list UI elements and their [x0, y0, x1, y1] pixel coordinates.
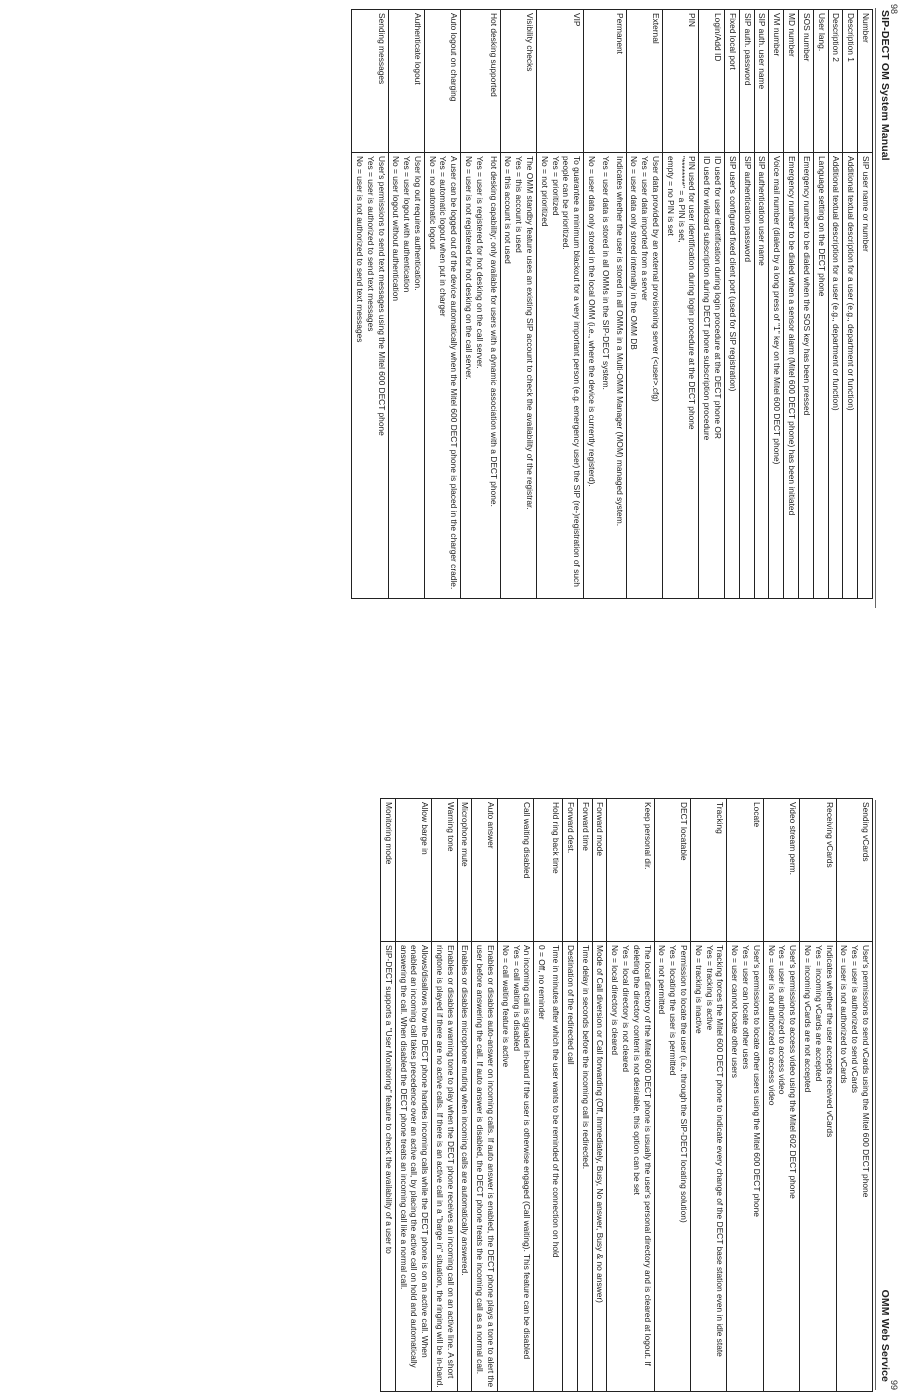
- description-paragraph: Emergency number to be dialed when a sensor alarm (Mitel 600 DECT phone) has been initiated: [787, 156, 798, 516]
- description-paragraph: Language setting on the DECT phone: [816, 156, 827, 297]
- description-paragraph: SIP user name or number: [861, 156, 871, 252]
- description-paragraph: Hot desking capability; only available for users with a dynamic association with a DECT phone.: [488, 156, 499, 507]
- description-paragraph: Additional textual description for a user (e.g., department or function): [831, 156, 842, 411]
- table-row: [800, 799, 836, 1392]
- table-row: [563, 799, 578, 1392]
- field-description: [457, 942, 472, 1392]
- field-description: [395, 942, 431, 1392]
- field-name: Visibility checks: [500, 10, 536, 153]
- table-body-left: [352, 10, 873, 599]
- field-description: [836, 942, 872, 1392]
- description-paragraph: Emergency number to be dialed when the SOS key has been pressed: [801, 156, 812, 416]
- description-paragraph: Enables or disables a warning tone to play when the DECT phone receives an incoming call on an active line. A short ringtone is played if there are no active calls. If there is an active call in a "barge in" situation, the ringing will be in-band.: [434, 945, 456, 1388]
- user-field-table-left: [351, 9, 873, 599]
- field-description: [799, 153, 814, 599]
- table-row: [654, 799, 690, 1392]
- field-description: [813, 153, 828, 599]
- field-name: Video stream perm.: [763, 799, 799, 942]
- description-paragraph: SIP-DECT supports a "User Monitoring" feature to check the availability of a user to: [383, 945, 394, 1254]
- field-description: [763, 942, 799, 1392]
- field-name: Keep personal dir.: [607, 799, 654, 942]
- field-description: [424, 153, 460, 599]
- description-paragraph: SIP authentication password: [742, 156, 753, 262]
- table-row: [592, 799, 607, 1392]
- description-paragraph: No = user data only stored in the local OMM (i.e., where the device is currently registerd).: [587, 156, 598, 487]
- field-name: Call waiting disabled: [498, 799, 534, 942]
- description-paragraph: Yes = user is registered for hot desking on the call server. No = user is not registered for hot desking on the call server.: [464, 156, 485, 380]
- description-paragraph: The OMM standby feature uses an existing SIP account to check the availability of the registrar. Yes = this account is used No = this account is not used: [503, 156, 536, 510]
- field-name: SIP auth. user name: [754, 10, 769, 153]
- field-description: [769, 153, 784, 599]
- table-row: [584, 10, 626, 599]
- table-body-right: [380, 799, 872, 1392]
- table-row: [395, 799, 431, 1392]
- field-description: [577, 942, 592, 1392]
- field-name: External: [626, 10, 662, 153]
- table-row: [754, 10, 769, 599]
- field-description: [727, 942, 763, 1392]
- field-description: [725, 153, 740, 599]
- table-row: [534, 799, 563, 1392]
- table-row: [799, 10, 814, 599]
- field-name: SIP auth. password: [739, 10, 754, 153]
- table-row: [813, 10, 828, 599]
- table-row: [424, 10, 460, 599]
- field-name: Fixed local port: [725, 10, 740, 153]
- table-row: [663, 10, 699, 599]
- field-description: [388, 153, 424, 599]
- table-row: [769, 10, 784, 599]
- table-row: [691, 799, 727, 1392]
- table-row: [843, 10, 858, 599]
- field-description: [607, 942, 654, 1392]
- table-row: [828, 10, 843, 599]
- description-paragraph: Indicates whether the user accepts received vCards Yes = incoming vCards are accepted No = incoming vCards are not accepted: [803, 945, 835, 1138]
- field-description: [584, 153, 626, 599]
- description-paragraph: Time delay in seconds before the incoming call is redirected.: [580, 945, 591, 1170]
- field-name: DECT locatable: [654, 799, 690, 942]
- description-paragraph: User data provided by an external provisioning server (<user>.cfg) Yes = user data imported from a server No = user data only stored internally in the OMM DB: [629, 156, 662, 402]
- table-row: [725, 10, 740, 599]
- description-paragraph: ID used for user identification during login procedure at the DECT phone OR ID used for wildcard subscription during DECT phone subscription procedure: [702, 156, 724, 441]
- field-name: Forward mode: [592, 799, 607, 942]
- field-description: [663, 153, 699, 599]
- field-description: [784, 153, 799, 599]
- field-description: [828, 153, 843, 599]
- field-description: [691, 942, 727, 1392]
- field-description: [754, 153, 769, 599]
- field-name: VM number: [769, 10, 784, 153]
- table-row: [432, 799, 458, 1392]
- field-name: Forward dest.: [563, 799, 578, 942]
- table-row: [699, 10, 725, 599]
- field-name: Monitoring mode: [380, 799, 395, 942]
- field-description: [654, 942, 690, 1392]
- table-row: [380, 799, 395, 1392]
- description-paragraph: A user can be logged out of the device automatically when the Mitel 600 DECT phone is placed in the charger cradle. Yes = automatic logout when put in charger No = no automatic logout: [427, 156, 460, 590]
- field-name: Login/Add ID: [699, 10, 725, 153]
- field-name: Sending messages: [352, 10, 388, 153]
- table-row: [537, 10, 584, 599]
- description-paragraph: User's permissions to access video using the Mitel 602 DECT phone Yes = user is authorized to access video No = user is not authorized to access video: [766, 945, 799, 1199]
- description-paragraph: PIN used for user identification during login procedure at the DECT phone "********" = a PIN is set, empty = no PIN is set: [665, 156, 698, 430]
- field-description: [352, 153, 388, 599]
- field-name: VIP: [537, 10, 584, 153]
- field-name: Auto answer: [472, 799, 498, 942]
- description-paragraph: SIP user's configured fixed client port (used for SIP registration): [727, 156, 738, 392]
- field-name: Permanent: [584, 10, 626, 153]
- field-description: [858, 153, 873, 599]
- field-description: [461, 153, 500, 599]
- field-name: Locate: [727, 799, 763, 942]
- field-name: Hold ring back time: [534, 799, 563, 942]
- left-header-rule: [875, 8, 876, 608]
- field-name: Number: [858, 10, 873, 153]
- field-name: Tracking: [691, 799, 727, 942]
- description-paragraph: SIP authentication user name: [757, 156, 768, 266]
- description-paragraph: Mode of Call diversion or Call forwarding (Off, Immediately, Busy, No answer, Busy & no answer): [595, 945, 606, 1303]
- description-paragraph: User log out requires authentication. Yes = user logout with authentication No = user logout without authentication: [391, 156, 423, 302]
- field-description: [380, 942, 395, 1392]
- table-row: [607, 799, 654, 1392]
- field-name: Authenticate logout: [388, 10, 424, 153]
- field-name: Description 1: [843, 10, 858, 153]
- table-row: [457, 799, 472, 1392]
- field-description: [592, 942, 607, 1392]
- description-paragraph: 0 = Off, no reminder: [537, 945, 548, 1020]
- field-description: [739, 153, 754, 599]
- description-paragraph: Tracking forces the Mitel 600 DECT phone to indicate every change of the DECT base station even in idle state Yes = tracking is active No = tracking is inactive: [693, 945, 726, 1357]
- right-header-rule: [875, 800, 876, 1390]
- field-description: [534, 942, 563, 1392]
- field-description: [843, 153, 858, 599]
- description-paragraph: Additional textual description for a user (e.g., department or function): [846, 156, 857, 411]
- field-description: [500, 153, 536, 599]
- table-row: [472, 799, 498, 1392]
- field-name: User lang.: [813, 10, 828, 153]
- field-description: [563, 942, 578, 1392]
- field-name: PIN: [663, 10, 699, 153]
- table-row: [763, 799, 799, 1392]
- field-description: [800, 942, 836, 1392]
- right-page-content: [380, 798, 873, 1392]
- table-row: [461, 10, 500, 599]
- table-row: [626, 10, 662, 599]
- page-number-right: 99: [889, 1379, 899, 1390]
- field-name: SOS number: [799, 10, 814, 153]
- table-row: [836, 799, 872, 1392]
- field-description: [432, 942, 458, 1392]
- description-paragraph: Enables or disables auto-answer on incoming calls. If auto answer is enabled, the DECT phone plays a tone to alert the user before answering the call. If auto answer is disabled, the DECT phone treats the incoming call as a normal call.: [475, 945, 497, 1388]
- right-page-header: OMM Web Service: [879, 1289, 891, 1382]
- table-row: [352, 10, 388, 599]
- field-name: Sending vCards: [836, 799, 872, 942]
- user-field-table-right: [380, 798, 873, 1392]
- table-row: [498, 799, 534, 1392]
- description-paragraph: Indicates whether the user is stored in all OMMs in a Multi-OMM Manager (MOM) managed system.: [614, 156, 625, 527]
- field-name: Allow barge in: [395, 799, 431, 942]
- table-row: [858, 10, 873, 599]
- field-name: Warning tone: [432, 799, 458, 942]
- description-paragraph: User's permissions to send vCards using the Mitel 600 DECT phone Yes = user is authorized to send vCards No = user is not authorized to vCards: [839, 945, 871, 1198]
- description-paragraph: Destination of the redirected call: [565, 945, 576, 1065]
- field-name: Auto logout on charging: [424, 10, 460, 153]
- description-paragraph: Permission to locate the user (i.e., through the SIP-DECT locating solution) Yes = locating the user is permitted No = not permitted: [657, 945, 690, 1223]
- field-name: Forward time: [577, 799, 592, 942]
- description-paragraph: Allows/disallows how the DECT phone handles incoming calls while the DECT phone is on an active call. When enabled an incoming call takes precedence over an active call, by placing the active call on hold and automatically answering the call. When disabled the DECT phone treats an incoming call like a normal call.: [398, 945, 431, 1368]
- description-paragraph: The local directory of the Mitel 600 DECT phone is usually the user's personal directory and is cleared at logout. If deleting the directory content is not desirable, this option can be set Yes = local directory is not cleared No = local directory is cleared: [610, 945, 653, 1366]
- description-paragraph: To guarantee a minimum blackout for a very important person (e.g. emergency user) the SIP (re-)registration of such people can be prioritized. Yes = prioritized No = not prioritized: [539, 156, 583, 587]
- field-description: [699, 153, 725, 599]
- page-number-left: 98: [889, 4, 899, 15]
- description-paragraph: Time in minutes after which the user wants to be reminded of the connection on hold: [551, 945, 562, 1258]
- description-paragraph: Voice mail number (dialed by a long press of "1" key on the Mitel 600 DECT phone): [772, 156, 783, 465]
- left-page-header: SIP-DECT OM System Manual: [879, 10, 891, 161]
- description-paragraph: User's permissions to send text messages using the Mitel 600 DECT phone Yes = user is authorized to send text messages No = user is not authorized to send text messages: [354, 156, 387, 436]
- field-description: [626, 153, 662, 599]
- description-paragraph: An incoming call is signaled in-band if the user is otherwise engaged (Call waiting). This feature can be disabled Yes = call waiting is disabled No = call waiting feature is active: [500, 945, 533, 1360]
- field-name: Microphone mute: [457, 799, 472, 942]
- table-row: [388, 10, 424, 599]
- table-row: [739, 10, 754, 599]
- field-name: MD number: [784, 10, 799, 153]
- field-description: [537, 153, 584, 599]
- table-row: [784, 10, 799, 599]
- description-paragraph: Yes = user data is stored in all OMMs in the SIP-DECT system.: [600, 156, 611, 390]
- field-description: [472, 942, 498, 1392]
- left-page-content: [351, 9, 873, 599]
- table-row: [500, 10, 536, 599]
- field-name: Hot desking supported: [461, 10, 500, 153]
- field-name: Receiving vCards: [800, 799, 836, 942]
- field-description: [498, 942, 534, 1392]
- description-paragraph: Enables or disables microphone muting when incoming calls are automatically answered.: [460, 945, 471, 1276]
- table-row: [727, 799, 763, 1392]
- table-row: [577, 799, 592, 1392]
- description-paragraph: User's permissions to locate other users using the Mitel 600 DECT phone Yes = user can locate other users No = user cannot locate other users: [730, 945, 762, 1217]
- field-name: Description 2: [828, 10, 843, 153]
